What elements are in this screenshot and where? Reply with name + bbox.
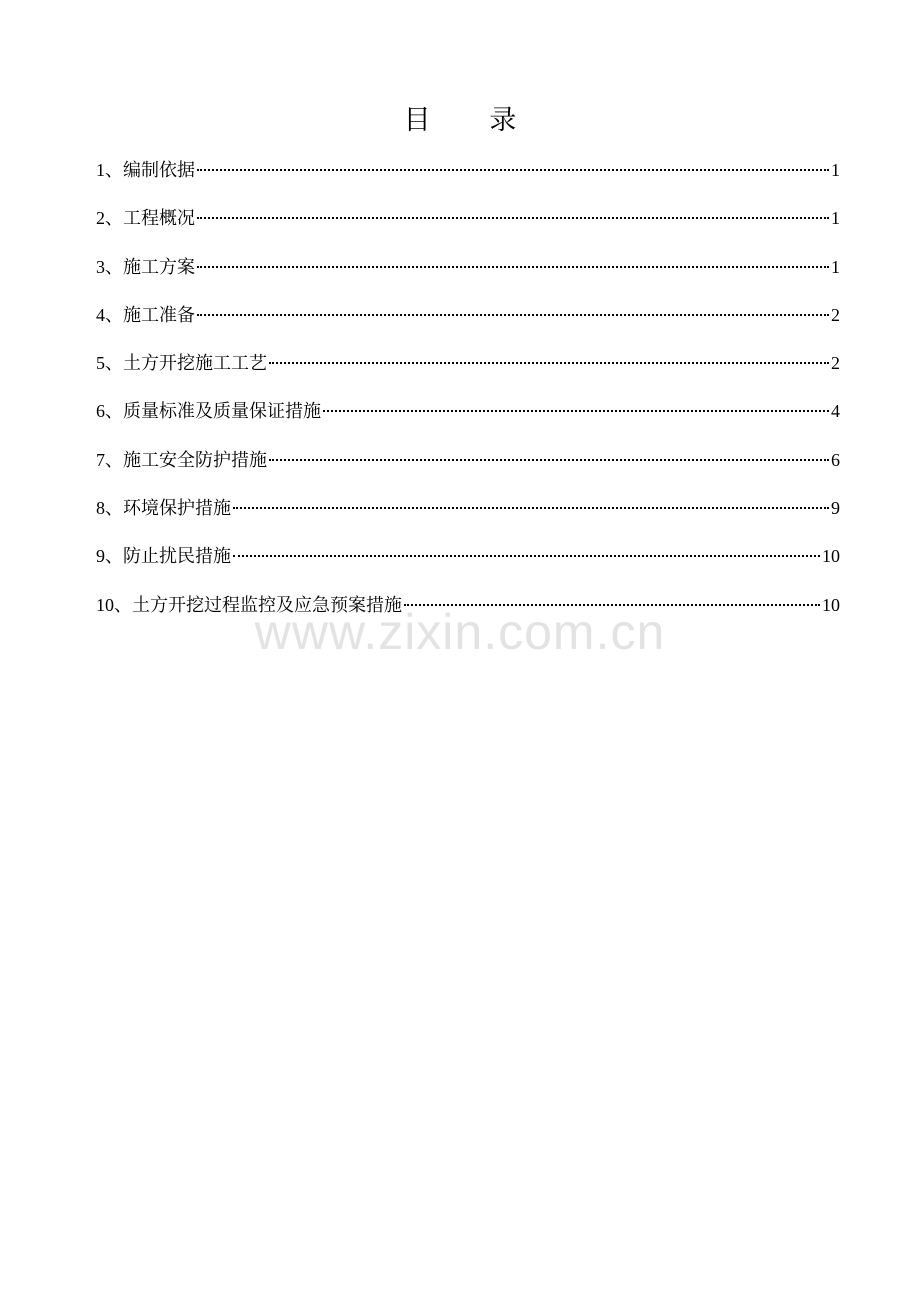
toc-entry-label: 6、质量标准及质量保证措施 <box>96 401 321 422</box>
toc-entry-8[interactable] <box>96 488 840 536</box>
toc-entry-label: 2、工程概况 <box>96 208 195 229</box>
toc-entry-page: 1 <box>831 256 840 277</box>
toc-entry-5[interactable] <box>96 343 840 391</box>
toc-dot-leader <box>269 459 829 461</box>
toc-dot-leader <box>197 169 829 171</box>
toc-entry-page: 2 <box>831 304 840 325</box>
toc-entry-page: 6 <box>831 449 840 470</box>
toc-entry-9[interactable] <box>96 536 840 584</box>
toc-entry-3[interactable] <box>96 247 840 295</box>
toc-entry-page: 1 <box>831 160 840 180</box>
toc-entry-page: 9 <box>831 498 840 519</box>
toc-dot-leader <box>233 555 820 557</box>
toc-dot-leader <box>323 410 829 412</box>
toc-entry-page: 10 <box>822 546 840 567</box>
toc-dot-leader <box>197 217 829 219</box>
toc-entry-1[interactable] <box>96 150 840 198</box>
toc-entry-4[interactable] <box>96 295 840 343</box>
toc-entry-label: 5、土方开挖施工工艺 <box>96 353 267 374</box>
toc-entry-7[interactable] <box>96 440 840 488</box>
toc-entry-label: 9、防止扰民措施 <box>96 546 231 567</box>
toc-entry-label: 1、编制依据 <box>96 160 195 180</box>
toc-entry-2[interactable] <box>96 198 840 246</box>
toc-dot-leader <box>197 266 829 268</box>
toc-entry-page: 10 <box>822 594 840 615</box>
toc-dot-leader <box>233 507 829 509</box>
toc-entry-label: 4、施工准备 <box>96 304 195 325</box>
toc-entry-page: 1 <box>831 208 840 229</box>
toc-entry-6[interactable] <box>96 391 840 439</box>
toc-entry-label: 3、施工方案 <box>96 256 195 277</box>
toc-entry-label: 7、施工安全防护措施 <box>96 449 267 470</box>
watermark: www.zixin.com.cn <box>254 604 666 660</box>
toc-entry-label: 8、环境保护措施 <box>96 498 231 519</box>
toc-dot-leader <box>269 362 829 364</box>
toc-dot-leader <box>197 314 829 316</box>
page-title: 目 录 <box>403 105 543 135</box>
toc-entry-page: 2 <box>831 353 840 374</box>
toc-entry-page: 4 <box>831 401 840 422</box>
toc-entry-label: 10、土方开挖过程监控及应急预案措施 <box>96 594 402 615</box>
table-of-contents <box>96 150 840 633</box>
